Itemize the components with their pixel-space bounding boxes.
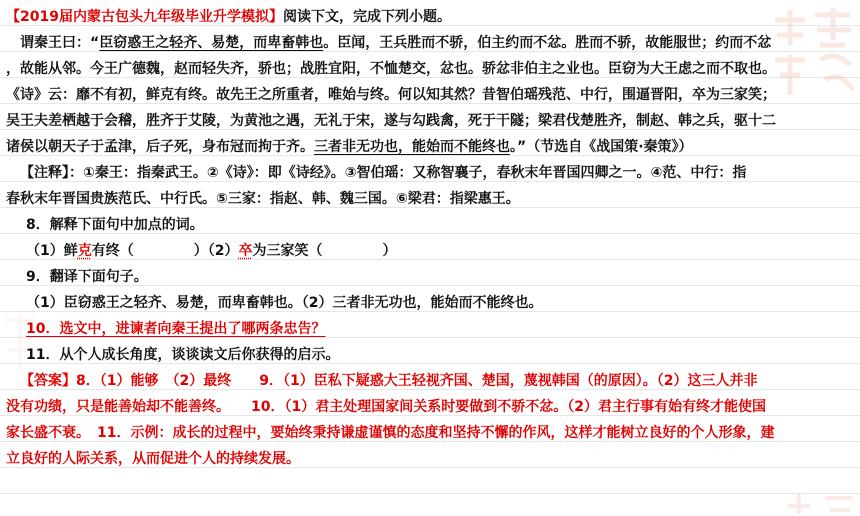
source-label: 【2019届内蒙古包头九年级毕业升学模拟】	[6, 9, 283, 25]
question-11: 11．从个人成长角度，谈谈读文后你获得的启示。	[26, 347, 340, 363]
question-8-title: 8．解释下面句中加点的词。	[26, 217, 204, 233]
instruction-text: 阅读下文，完成下列小题。	[282, 9, 451, 25]
passage-line-4: 吴王夫差栖越于会稽，胜齐于艾陵，为黄池之遇，无礼于宋，遂与勾践禽，死于干隧；梁君伐楚胜齐，制赵、韩之兵，驱十二	[6, 113, 776, 129]
passage-line-1: 谓秦王曰：“臣窃惑王之轻齐、易楚，而卑畜韩也。臣闻，王兵胜而不骄，伯主约而不忿。胜而不骄，故能服世；约而不忿	[20, 35, 772, 51]
question-8-parts: （1）鲜克有终（ ）（2）卒为三家笑（ ）	[26, 243, 397, 259]
underlined-sentence-1: 臣窃惑王之轻齐、易楚，而卑畜韩也	[99, 35, 324, 51]
dotted-word-1: 克	[77, 243, 92, 259]
answer-line-1: 【答案】8．（1）能够 （2）最终 9．（1）臣私下疑惑大王轻视齐国、楚国，蔑视韩国（的原因）。（2）这三人并非	[20, 373, 758, 389]
answer-line-3: 家长盛不衰。 11．示例：成长的过程中，要始终秉持谦虚谨慎的态度和坚持不懈的作风，这样才能树立良好的个人形象，建	[6, 425, 775, 441]
answer-label: 【答案】	[20, 373, 76, 389]
question-9-title: 9．翻译下面句子。	[26, 269, 148, 285]
question-9-text: （1）臣窃惑王之轻齐、易楚，而卑畜韩也。（2）三者非无功也，能始而不能终也。	[26, 295, 543, 311]
header-line	[0, 4, 860, 30]
passage-line-2: ，故能从邻。今王广德魏，赵而轻失齐，骄也；战胜宜阳，不恤楚交，忿也。骄忿非伯主之业也。臣窃为大王虑之而不取也。	[6, 61, 776, 77]
dotted-word-2: 卒	[238, 243, 253, 259]
passage-line-3: 《诗》云：靡不有初，鲜克有终。故先王之所重者，唯始与终。何以知其然？昔智伯瑶残范、中行，围逼晋阳，卒为三家笑；	[6, 87, 776, 103]
question-10: 10．选文中，进谏者向秦王提出了哪两条忠告？	[26, 321, 326, 337]
passage-line-5: 诸侯以朝天子于孟津，后子死，身布冠而拘于齐。三者非无功也，能始而不能终也。”（节选自《战国策·秦策》）	[6, 139, 693, 155]
notes-line-1: 【注释】：①秦王：指秦武王。②《诗》：即《诗经》。③智伯瑶：又称智襄子，春秋末年晋国四卿之一。④范、中行：指	[20, 165, 747, 181]
underlined-sentence-2: 三者非无功也，能始而不能终也	[314, 139, 510, 155]
notes-line-2: 春秋末年晋国贵族范氏、中行氏。⑤三家：指赵、韩、魏三国。⑥梁君：指梁惠王。	[6, 191, 520, 207]
answer-line-2: 没有功绩，只是能善始却不能善终。 10．（1）君主处理国家间关系时要做到不骄不忿。（2）君主行事有始有终才能使国	[6, 399, 766, 415]
watermark-bottom-icon	[780, 486, 860, 516]
answer-line-4: 立良好的人际关系，从而促进个人的持续发展。	[6, 451, 300, 467]
